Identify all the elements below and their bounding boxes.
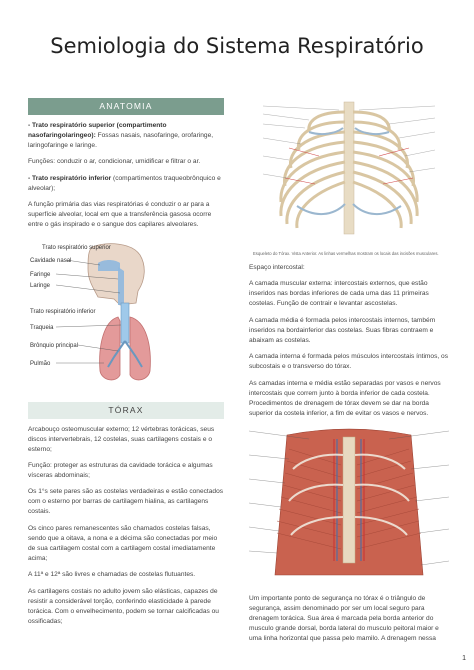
paragraph: A 11ª e 12ª são livres e chamadas de costelas flutuantes. bbox=[28, 571, 196, 579]
paragraph: - Trato respiratório superior (compartimento nasofaringolaringeo): Fossas nasais, nasofaringe, orofaringe, laringofaringe e laringe. bbox=[28, 122, 214, 149]
paragraph: A camada muscular externa: intercostais externos, que estão inseridos nas bordas inferiores de cada uma das 11 primeiras costelas. Função de contrair e levantar ascostelas. bbox=[249, 280, 429, 308]
figure-label: Faringe bbox=[30, 271, 51, 278]
paragraph: A camada interna é formada pelos músculos intercostais íntimos, os subcostais e o transverso do tórax. bbox=[249, 353, 449, 371]
paragraph: A camada média é formada pelos intercostais internos, também inseridos na bordainferior das costelas. Suas fibras contraem e abaixam as costelas. bbox=[249, 316, 436, 344]
paragraph: Funções: conduzir o ar, condicionar, umidificar e filtrar o ar. bbox=[28, 158, 201, 166]
figure-label: Traqueia bbox=[30, 324, 54, 331]
thorax-muscles-figure bbox=[249, 425, 449, 585]
figure-label: Trato respiratório inferior bbox=[30, 308, 96, 315]
figure-label: Laringe bbox=[30, 282, 51, 289]
paragraph: Os 1°s sete pares são as costelas verdadeiras e estão conectados com o esterno por barras de cartilagem hialina, as cartilagens costais. bbox=[28, 488, 224, 516]
paragraph: Função: proteger as estruturas da cavidade torácica e algumas vísceras abdominais; bbox=[28, 461, 213, 479]
paragraph: Espaço intercostal: bbox=[249, 264, 305, 271]
section-heading-anatomia: ANATOMIA bbox=[28, 98, 224, 115]
ribcage-figure bbox=[249, 98, 449, 248]
left-column bbox=[28, 98, 224, 633]
figure-caption: Esqueleto do Tórax. Vista Anterior. As linhas vermelhas mostram os locais das incisões musculares. bbox=[253, 251, 439, 256]
page-number: 1 bbox=[462, 655, 466, 662]
figure-label: Pulmão bbox=[30, 360, 51, 367]
paragraph: Os cinco pares remanescentes são chamados costelas falsas, sendo que a oitava, a nona e a décima são conectadas por meio de sua cartilagem costal com a cartilagem costal imediatamente acima; bbox=[28, 524, 218, 562]
page-title: Semiologia do Sistema Respiratório bbox=[50, 34, 424, 58]
respiratory-tract-figure bbox=[28, 241, 188, 389]
paragraph: As cartilagens costais no adulto jovem são elásticas, capazes de resistir a considerável torção, conferindo elasticidade à parede torácica. Com o envelhecimento, podem se tornar calcificadas ou ossificadas; bbox=[28, 587, 219, 625]
paragraph: A função primária das vias respiratórias é conduzir o ar para a superfície alveolar, local em que a transferência gasosa ocorre entre o gás inspirado e o sangue dos capilares alveolares. bbox=[28, 201, 212, 229]
figure-label: Brônquio principal bbox=[30, 342, 79, 349]
figure-label: Cavidade nasal bbox=[30, 257, 72, 264]
paragraph: Um importante ponto de segurança no tórax é o triângulo de segurança, assim denominado por ser um local seguro para drenagem torácica. Sua área é marcada pela borda anterior do musculo grande dorsal, borda lateral do musculo peitoral maior e uma linha horizontal que passa pelo mamilo. A drenagem nessa bbox=[249, 594, 439, 642]
paragraph: Arcabouço osteomuscular externo; 12 vértebras torácicas, seus discos intervertebrais, 12 costelas, suas cartilagens costais e o esterno; bbox=[28, 425, 215, 453]
paragraph: As camadas interna e média estão separadas por vasos e nervos intercostais que correm junto à borda inferior de cada costela. Procedimentos de drenagem de tórax devem se dar na borda superior da costela inferior, a fim de evitar os vasos e nervos. bbox=[249, 379, 441, 417]
figure-label: Trato respiratório superior bbox=[42, 244, 111, 251]
paragraph: - Trato respiratório inferior (compartimentos traqueobrônquico e alveolar); bbox=[28, 174, 221, 192]
section-heading-torax: TÓRAX bbox=[28, 402, 224, 419]
right-column bbox=[249, 98, 449, 650]
